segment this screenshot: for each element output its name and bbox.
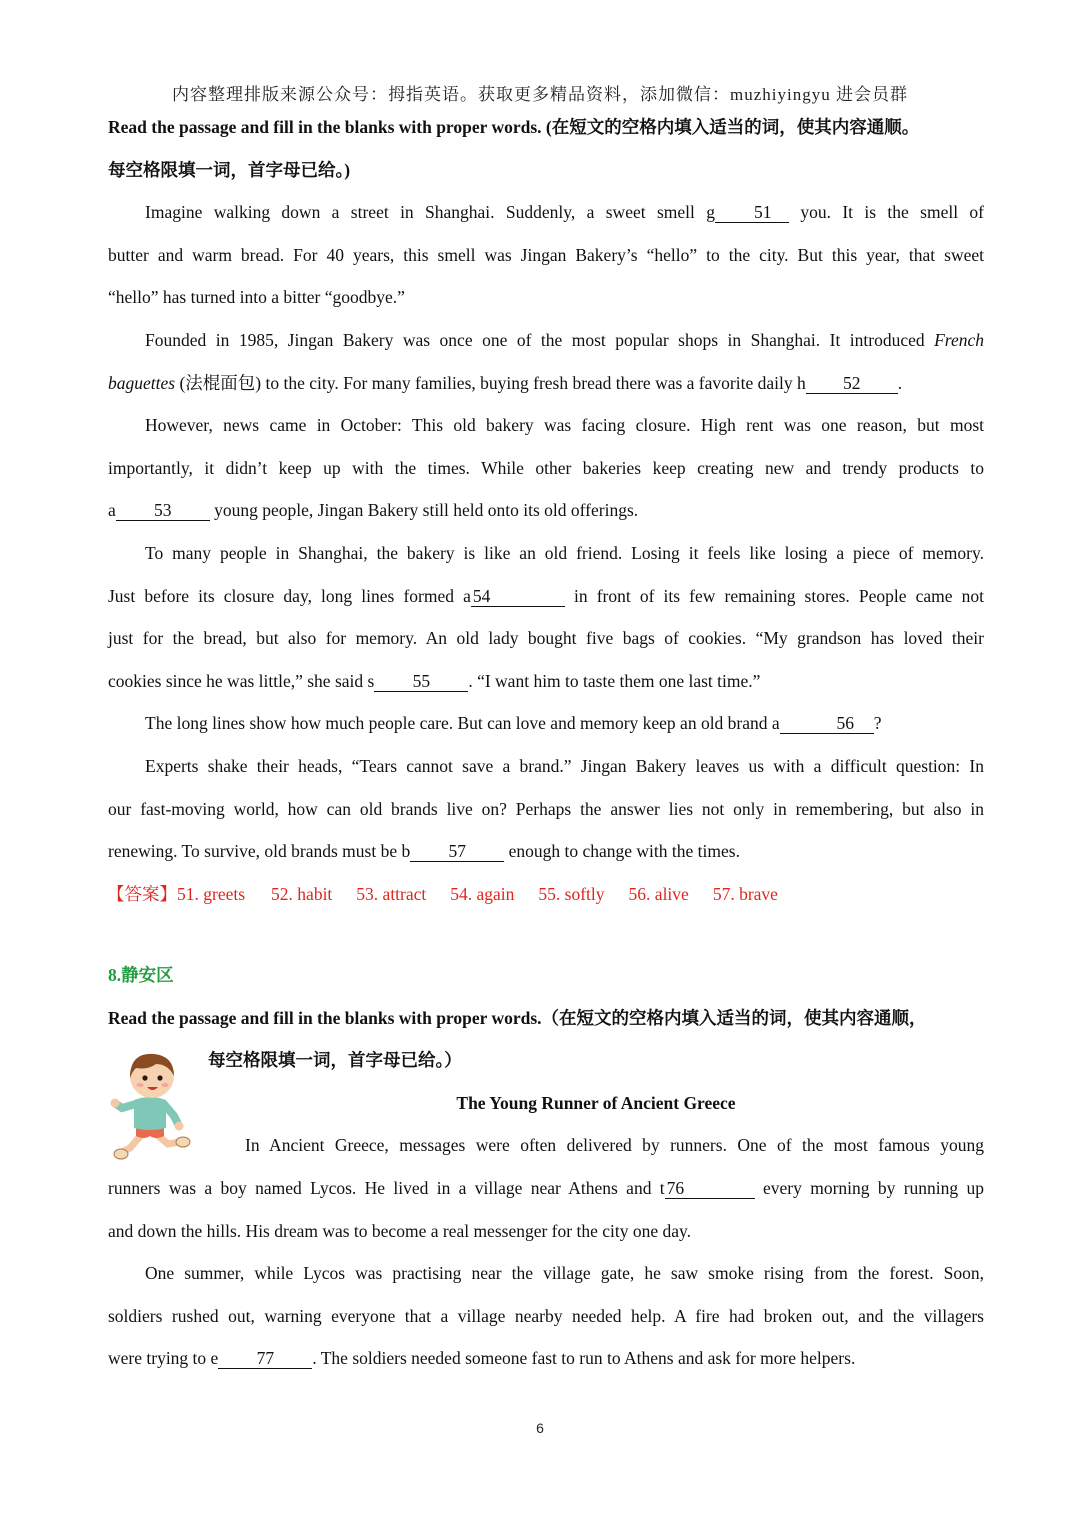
paragraph-line: “hello” has turned into a bitter “goodbye.” — [108, 287, 405, 308]
text-span: runners was a boy named Lycos. He lived in a village near Athens and t — [108, 1177, 665, 1198]
answer-52: 52. habit — [271, 883, 333, 904]
text-span: in front of its few remaining stores. People came not — [564, 585, 985, 606]
running-boy-illustration — [108, 1048, 194, 1163]
text-span: a — [108, 500, 116, 521]
section-heading: 8.静安区 — [108, 965, 174, 985]
page-header: 内容整理排版来源公众号：拇指英语。获取更多精品资料，添加微信：muzhiyingyu 进会员群 — [172, 85, 908, 104]
text-span: . The soldiers needed someone fast to run to Athens and ask for more helpers. — [312, 1348, 856, 1369]
instruction-line-1 — [108, 997, 984, 1040]
text-span: Imagine walking down a street in Shanghai. Suddenly, a sweet smell g — [145, 202, 715, 223]
text-span: (法棍面包) to the city. For many families, buying fresh bread there was a favorite daily h — [175, 372, 806, 393]
text-span: The long lines show how much people care. But can love and memory keep an old brand a — [145, 713, 780, 734]
paragraph-line — [108, 830, 984, 873]
blank-52[interactable]: 52 — [806, 373, 898, 394]
answer-54: 54. again — [450, 883, 515, 904]
paragraph-line — [108, 191, 984, 234]
blank-55[interactable]: 55 — [374, 671, 468, 692]
paragraph-line: However, news came in October: This old bakery was facing closure. High rent was one reason, but most — [145, 415, 984, 436]
blank-76[interactable]: 76 — [665, 1178, 755, 1199]
paragraph-line: Experts shake their heads, “Tears cannot save a brand.” Jingan Bakery leaves us with a difficult question: In — [145, 755, 984, 776]
paragraph-line: In Ancient Greece, messages were often delivered by runners. One of the most famous young — [245, 1135, 984, 1156]
instruction-line-2: 每空格限填一词，首字母已给。） — [208, 1050, 462, 1071]
answer-51: 【答案】51. greets — [107, 883, 246, 904]
answer-55: 55. softly — [538, 883, 605, 904]
paragraph-line — [108, 575, 984, 618]
text-span: renewing. To survive, old brands must be b — [108, 841, 411, 862]
answer-53: 53. attract — [356, 883, 427, 904]
paragraph-line: One summer, while Lycos was practising near the village gate, he saw smoke rising from the forest. Soon, — [145, 1263, 984, 1284]
answer-57: 57. brave — [712, 883, 778, 904]
paragraph-line — [108, 660, 984, 703]
text-span: young people, Jingan Bakery still held onto its old offerings. — [209, 500, 639, 521]
text-span: were trying to e — [108, 1348, 219, 1369]
instruction-en: Read the passage and fill in the blanks with proper words. — [108, 117, 542, 137]
blank-56[interactable]: 56 — [780, 713, 874, 734]
text-span: enough to change with the times. — [504, 841, 740, 862]
paragraph-line: and down the hills. His dream was to become a real messenger for the city one day. — [108, 1220, 691, 1241]
paragraph-line: soldiers rushed out, warning everyone that a village nearby needed help. A fire had broken out, and the villagers — [108, 1305, 984, 1326]
blank-57[interactable]: 57 — [410, 841, 504, 862]
instruction-cn: (在短文的空格内填入适当的词，使其内容通顺。 — [545, 117, 920, 137]
instruction-line-2: 每空格限填一词，首字母已给。) — [108, 159, 351, 180]
text-span: Founded in 1985, Jingan Bakery was once one of the most popular shops in Shanghai. It introduced — [145, 329, 935, 350]
text-span: cookies since he was little,” she said s — [108, 670, 375, 691]
paragraph-line — [108, 702, 984, 745]
paragraph-line: importantly, it didn’t keep up with the times. While other bakeries keep creating new and trendy products to — [108, 457, 984, 478]
instruction-en: Read the passage and fill in the blanks with proper words. — [108, 1007, 542, 1028]
blank-53[interactable]: 53 — [116, 500, 210, 521]
paragraph-line: To many people in Shanghai, the bakery is like an old friend. Losing it feels like losing a piece of memory. — [145, 542, 984, 563]
paragraph-line: our fast-moving world, how can old brands live on? Perhaps the answer lies not only in remembering, but also in — [108, 798, 984, 819]
instruction-line-1 — [108, 106, 984, 149]
blank-77[interactable]: 77 — [218, 1348, 312, 1369]
text-span: every morning by running up — [754, 1177, 984, 1198]
italic-term: baguettes — [108, 372, 176, 393]
paragraph-line — [108, 1337, 984, 1380]
blank-51[interactable]: 51 — [715, 202, 789, 223]
paragraph-line — [108, 1167, 984, 1210]
blank-54[interactable]: 54 — [471, 586, 565, 607]
text-span: ? — [873, 713, 882, 734]
page-number: 6 — [536, 1420, 544, 1436]
italic-term: French — [934, 329, 984, 350]
answer-56: 56. alive — [628, 883, 689, 904]
text-span: . — [897, 372, 903, 393]
text-span: you. It is the smell of — [788, 202, 985, 223]
instruction-cn: （在短文的空格内填入适当的词，使其内容通顺， — [541, 1007, 927, 1028]
paragraph-line — [108, 489, 984, 532]
passage-title: The Young Runner of Ancient Greece — [456, 1092, 736, 1113]
paragraph-line: just for the bread, but also for memory. An old lady bought five bags of cookies. “My grandson has loved their — [108, 628, 984, 649]
paragraph-line — [108, 362, 984, 405]
section-1 — [108, 106, 984, 915]
paragraph-line — [108, 319, 984, 362]
section-2 — [108, 954, 984, 1380]
answer-key — [108, 873, 984, 916]
text-span: Just before its closure day, long lines formed a — [108, 585, 471, 606]
paragraph-line: butter and warm bread. For 40 years, this smell was Jingan Bakery’s “hello” to the city. But this year, that sweet — [108, 244, 984, 265]
text-span: . “I want him to taste them one last time.” — [468, 670, 761, 691]
